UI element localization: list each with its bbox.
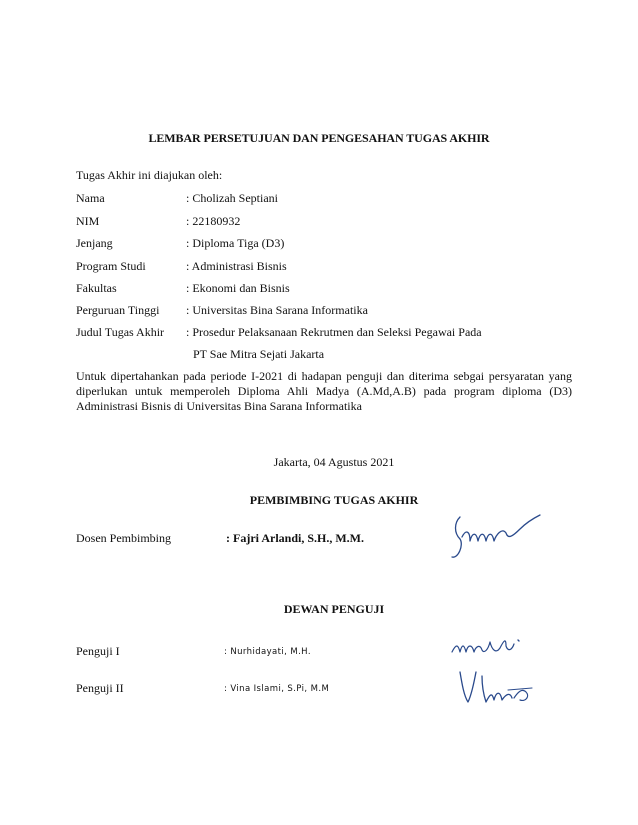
advisor-signature <box>446 507 544 567</box>
field-label-nama: Nama <box>76 191 105 205</box>
advisor-heading: PEMBIMBING TUGAS AKHIR <box>249 493 419 507</box>
field-value-nim: : 22180932 <box>186 214 241 228</box>
examiner-1-signature <box>448 630 526 662</box>
field-value-program-studi: : Administrasi Bisnis <box>186 259 287 273</box>
document-title: LEMBAR PERSETUJUAN DAN PENGESAHAN TUGAS AKHIR <box>148 131 490 145</box>
field-label-fakultas: Fakultas <box>76 281 117 295</box>
purpose-paragraph: Untuk dipertahankan pada periode I-2021 di hadapan penguji dan diterima sebgai persyaratan yang diperlukan untuk memperoleh Diploma Ahli Madya (A.Md,A.B) pada program diploma (D3) Administrasi Bisnis di Universitas Bina Sarana Informatika <box>76 369 572 413</box>
examiner-2-signature <box>452 664 536 712</box>
examiners-heading: DEWAN PENGUJI <box>283 602 385 616</box>
examiner-2-label: Penguji II <box>76 681 124 695</box>
advisor-name: : Fajri Arlandi, S.H., M.M. <box>226 531 364 545</box>
field-value-jenjang: : Diploma Tiga (D3) <box>186 236 285 250</box>
examiner-1-name: : Nurhidayati, M.H. <box>224 647 311 657</box>
intro-text: Tugas Akhir ini diajukan oleh: <box>76 168 223 182</box>
examiner-2-name: : Vina Islami, S.Pi, M.M <box>224 684 330 694</box>
examiner-1-label: Penguji I <box>76 644 120 658</box>
advisor-label: Dosen Pembimbing <box>76 531 171 545</box>
field-label-jenjang: Jenjang <box>76 236 113 250</box>
field-label-judul-tugas-akhir: Judul Tugas Akhir <box>76 325 165 339</box>
field-label-perguruan-tinggi: Perguruan Tinggi <box>76 303 160 317</box>
field-value-perguruan-tinggi: : Universitas Bina Sarana Informatika <box>186 303 368 317</box>
field-value-fakultas: : Ekonomi dan Bisnis <box>186 281 290 295</box>
title-continuation: PT Sae Mitra Sejati Jakarta <box>193 347 325 361</box>
place-date: Jakarta, 04 Agustus 2021 <box>273 455 395 469</box>
field-value-judul-tugas-akhir: : Prosedur Pelaksanaan Rekrutmen dan Seleksi Pegawai Pada <box>186 325 482 339</box>
field-value-nama: : Cholizah Septiani <box>186 191 278 205</box>
field-label-program-studi: Program Studi <box>76 259 146 273</box>
field-label-nim: NIM <box>76 214 100 228</box>
